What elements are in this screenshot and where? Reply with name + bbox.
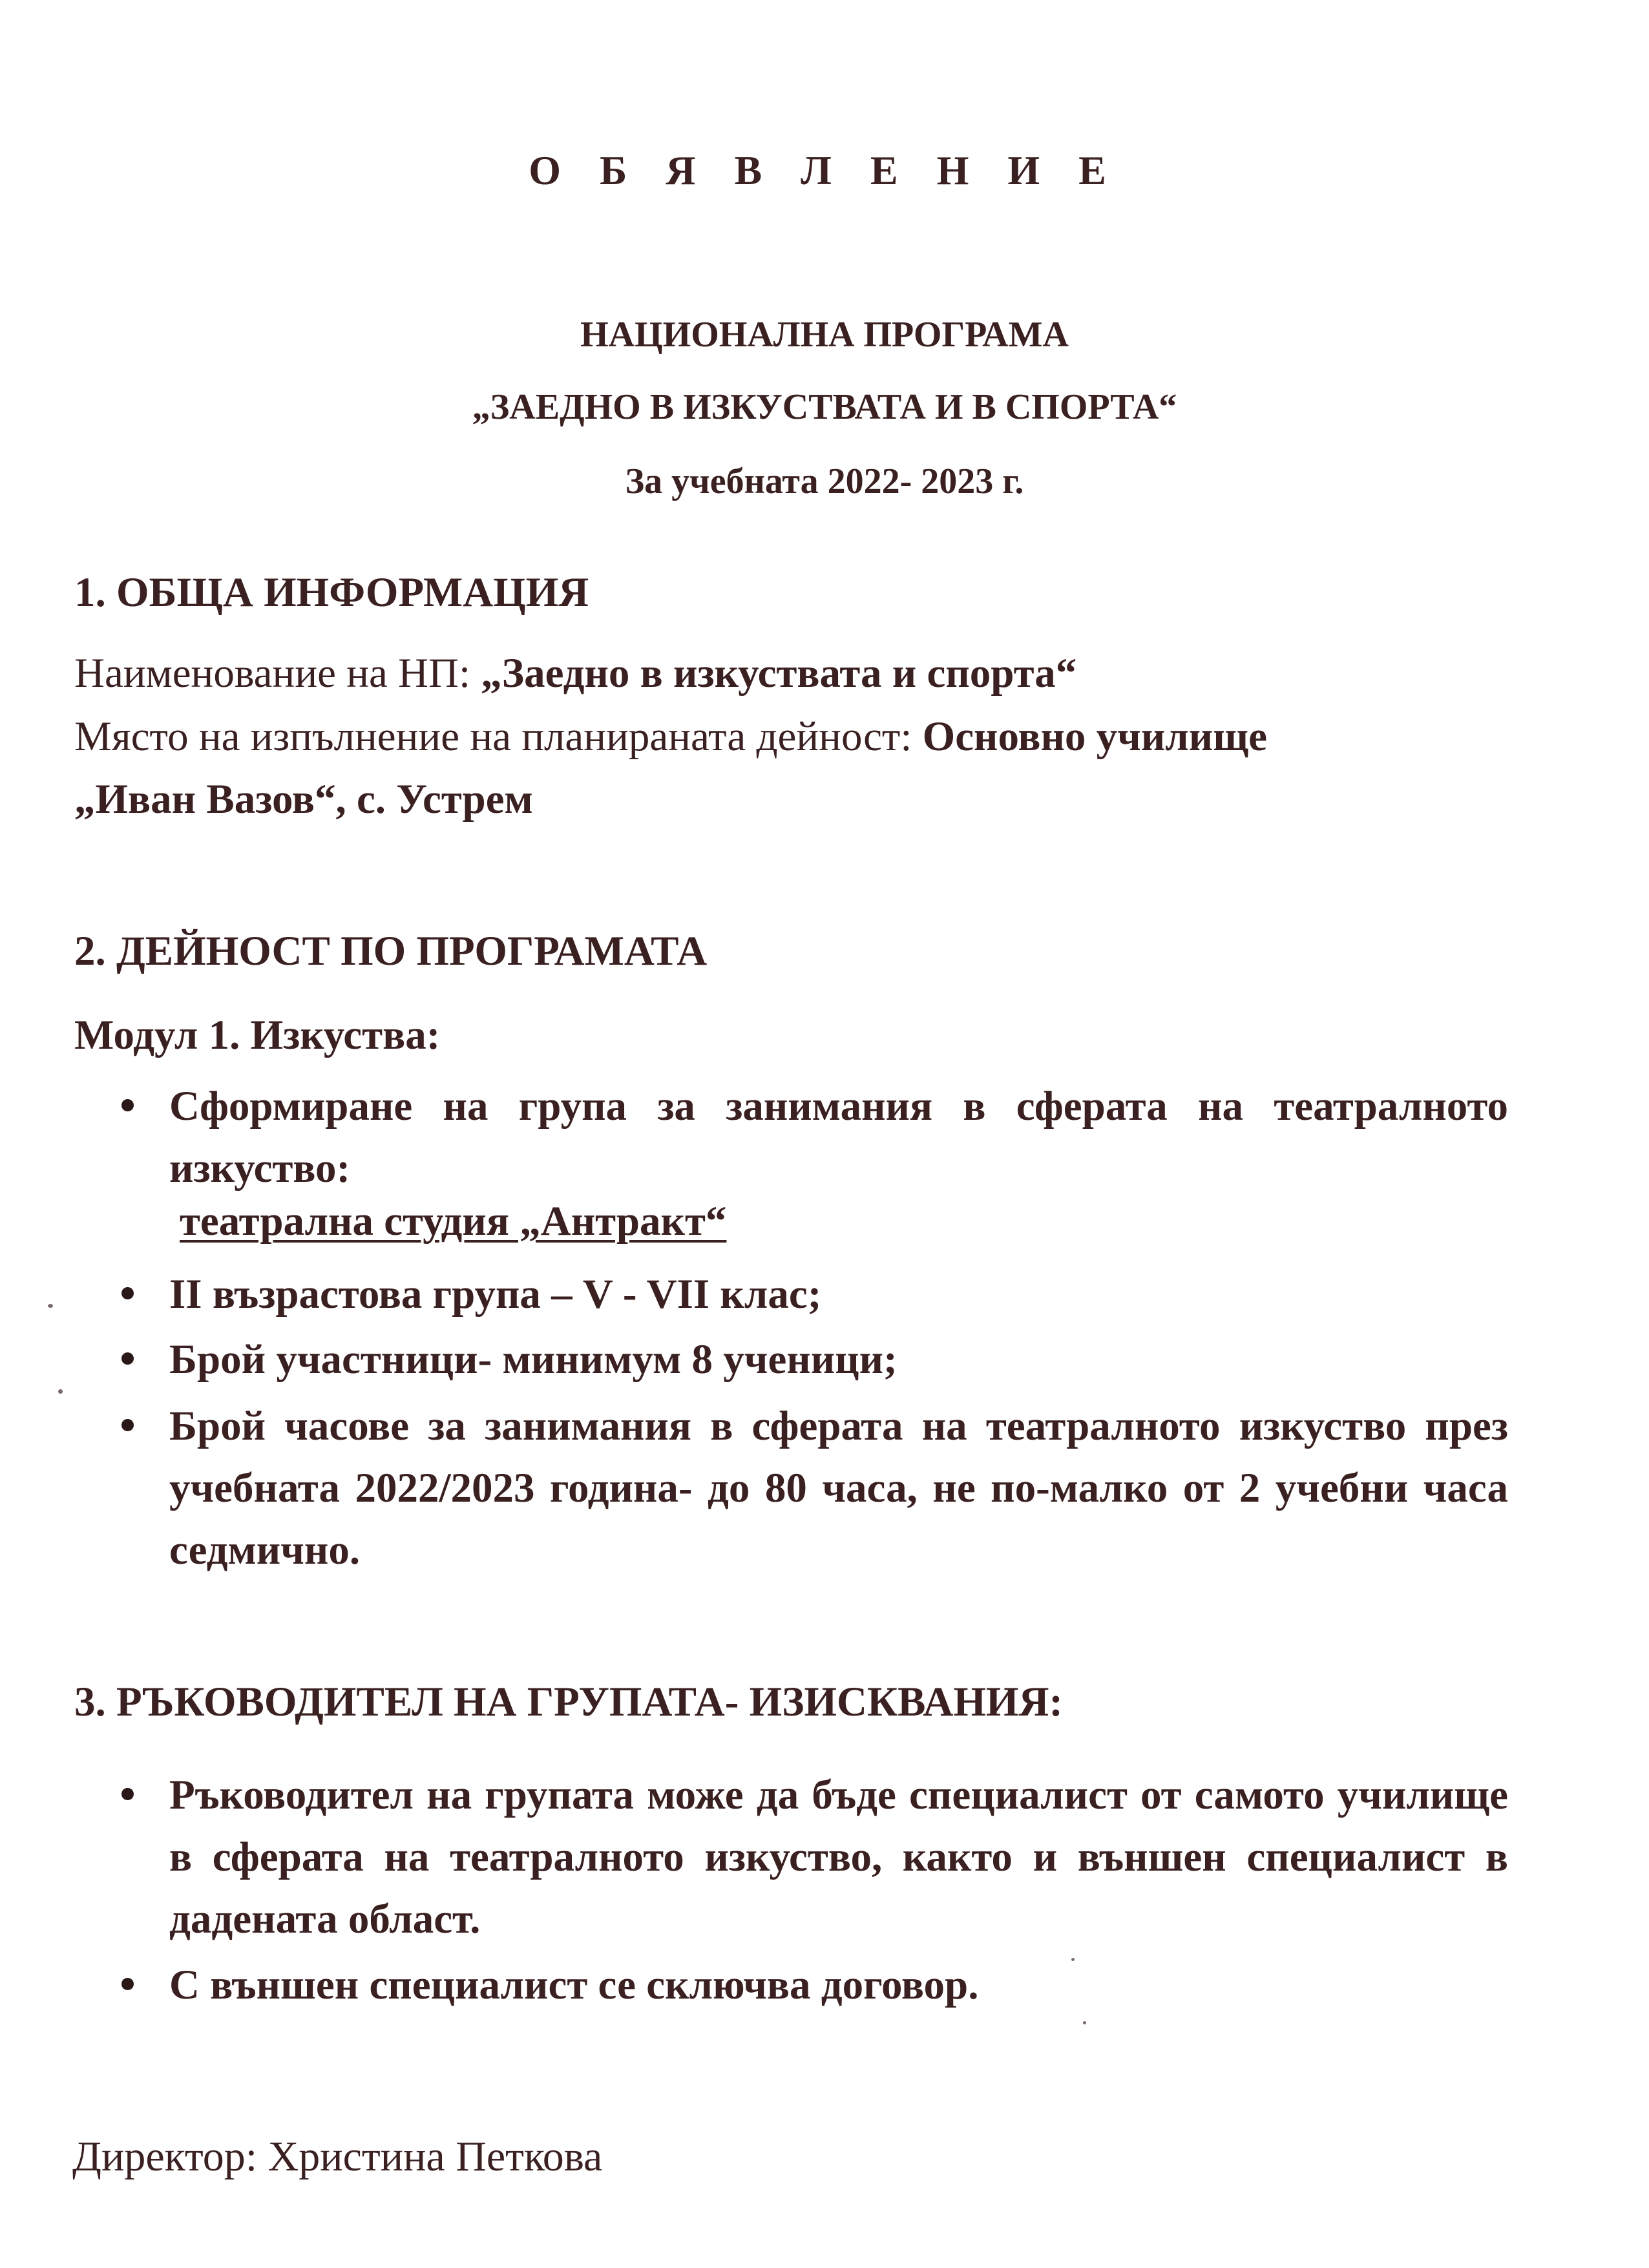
section-3-heading: 3. РЪКОВОДИТЕЛ НА ГРУПАТА- ИЗИСКВАНИЯ: bbox=[74, 1679, 1064, 1725]
place-value-part-1: Основно училище bbox=[922, 713, 1267, 760]
program-name-line bbox=[74, 650, 1077, 697]
list-item-text: Брой часове за занимания в сферата на театралното изкуство през учебната 2022/2023 година- до 80 часа, не по-малко от 2 учебни часа седмично. bbox=[169, 1403, 1508, 1573]
school-year: За учебната 2022- 2023 г. bbox=[625, 461, 1024, 501]
list-item-text: С външен специалист се сключва договор. bbox=[169, 1962, 979, 2008]
scan-speck bbox=[48, 1304, 53, 1308]
list-item-text: Ръководител на групата може да бъде специалист от самото училище в сферата на театралното изкуство, както и външен специалист в дадената област. bbox=[169, 1772, 1508, 1942]
place-value-part-2: „Иван Вазов“, с. Устрем bbox=[74, 776, 533, 823]
bullet-icon bbox=[121, 1788, 134, 1800]
place-label: Място на изпълнение на планираната дейност: bbox=[74, 713, 923, 760]
list-item-text: Сформиране на група за занимания в сферата на театралното изкуство: bbox=[169, 1083, 1508, 1192]
scan-speck bbox=[58, 1389, 63, 1394]
bullet-icon bbox=[121, 1352, 134, 1365]
module-heading: Модул 1. Изкуства: bbox=[74, 1012, 441, 1058]
section-1-heading: 1. ОБЩА ИНФОРМАЦИЯ bbox=[74, 569, 589, 616]
program-name: „ЗАЕДНО В ИЗКУСТВАТА И В СПОРТА“ bbox=[472, 387, 1177, 427]
bullet-icon bbox=[121, 1287, 134, 1299]
director-signature-line: Директор: Христина Петкова bbox=[72, 2133, 603, 2180]
scan-speck bbox=[1083, 2021, 1086, 2024]
bullet-icon bbox=[121, 1099, 134, 1111]
bullet-icon bbox=[121, 1419, 134, 1431]
list-item-text: II възрастова група – V - VII клас; bbox=[169, 1271, 822, 1318]
studio-name: театрална студия „Антракт“ bbox=[180, 1198, 727, 1244]
program-name-value: „Заедно в изкуствата и спорта“ bbox=[481, 650, 1077, 697]
bullet-icon bbox=[121, 1978, 134, 1990]
place-line bbox=[74, 713, 1267, 760]
list-item-text: Брой участници- минимум 8 ученици; bbox=[169, 1336, 898, 1383]
scan-speck bbox=[1071, 1958, 1075, 1961]
program-title: НАЦИОНАЛНА ПРОГРАМА bbox=[580, 315, 1069, 355]
document-title: О Б Я В Л Е Н И Е bbox=[529, 147, 1120, 193]
section-2-heading: 2. ДЕЙНОСТ ПО ПРОГРАМАТА bbox=[74, 928, 708, 974]
program-name-label: Наименование на НП: bbox=[74, 650, 481, 697]
